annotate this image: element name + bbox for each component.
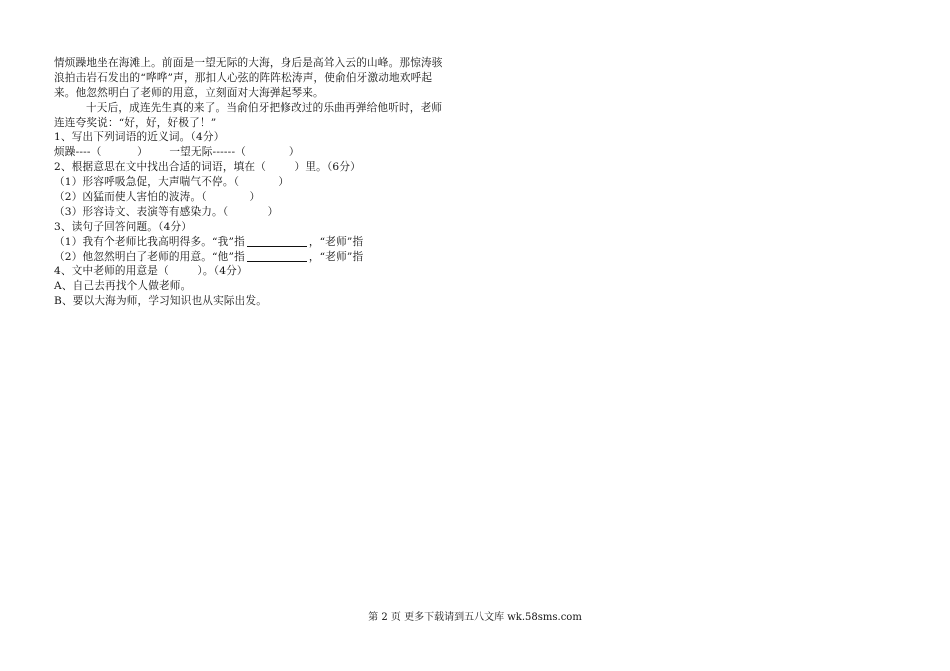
- question-3-item: [54, 250, 474, 265]
- question-2-item: （3）形容诗文、表演等有感染力。（ ）: [54, 205, 279, 218]
- answer-blank[interactable]: [247, 235, 307, 247]
- passage-line: 浪拍击岩石发出的“哗哗”声，那扣人心弦的阵阵松涛声，使俞伯牙激动地欢呼起: [54, 71, 433, 84]
- question-2-item: （2）凶猛而使人害怕的波涛。（ ）: [54, 191, 261, 204]
- question-1-items: 烦躁----（ ） 一望无际------（ ）: [54, 146, 300, 159]
- question-3-item-text: ，“老师”指: [308, 235, 364, 248]
- question-2-item: （1）形容呼吸急促，大声喘气不停。（ ）: [54, 176, 290, 189]
- passage-line: 来。他忽然明白了老师的用意，立刻面对大海弹起琴来。: [54, 86, 324, 99]
- passage-line: 十天后，成连先生真的来了。当俞伯牙把修改过的乐曲再弹给他听时，老师: [86, 101, 443, 114]
- question-2-title: 2、根据意思在文中找出合适的词语，填在（ ）里。（6分）: [54, 161, 361, 174]
- page-content: [54, 56, 474, 309]
- passage-line: 情烦躁地坐在海滩上。前面是一望无际的大海，身后是高耸入云的山峰。那惊涛骇: [54, 57, 443, 69]
- page-footer: 第 2 页 更多下载请到五八文库 wk.58sms.com: [368, 612, 582, 623]
- question-4-title: 4、文中老师的用意是（ ）。（4分）: [54, 265, 248, 278]
- question-3-item-text: （2）他忽然明白了老师的用意。“他”指: [54, 250, 245, 263]
- passage-line: 连连夸奖说：“好，好，好极了！”: [54, 116, 217, 129]
- question-3-item-text: （1）我有个老师比我高明得多。“我”指: [54, 235, 245, 248]
- question-4-option-b: B、要以大海为师，学习知识也从实际出发。: [54, 295, 268, 308]
- question-4-option-a: A、自己去再找个人做老师。: [54, 280, 192, 293]
- question-3-item-text: ，“老师”指: [308, 250, 364, 263]
- question-3-title: 3、读句子回答问题。（4分）: [54, 220, 193, 233]
- question-3-item: [54, 235, 474, 250]
- answer-blank[interactable]: [247, 250, 307, 262]
- question-1-title: 1、写出下列词语的近义词。（4分）: [54, 131, 225, 144]
